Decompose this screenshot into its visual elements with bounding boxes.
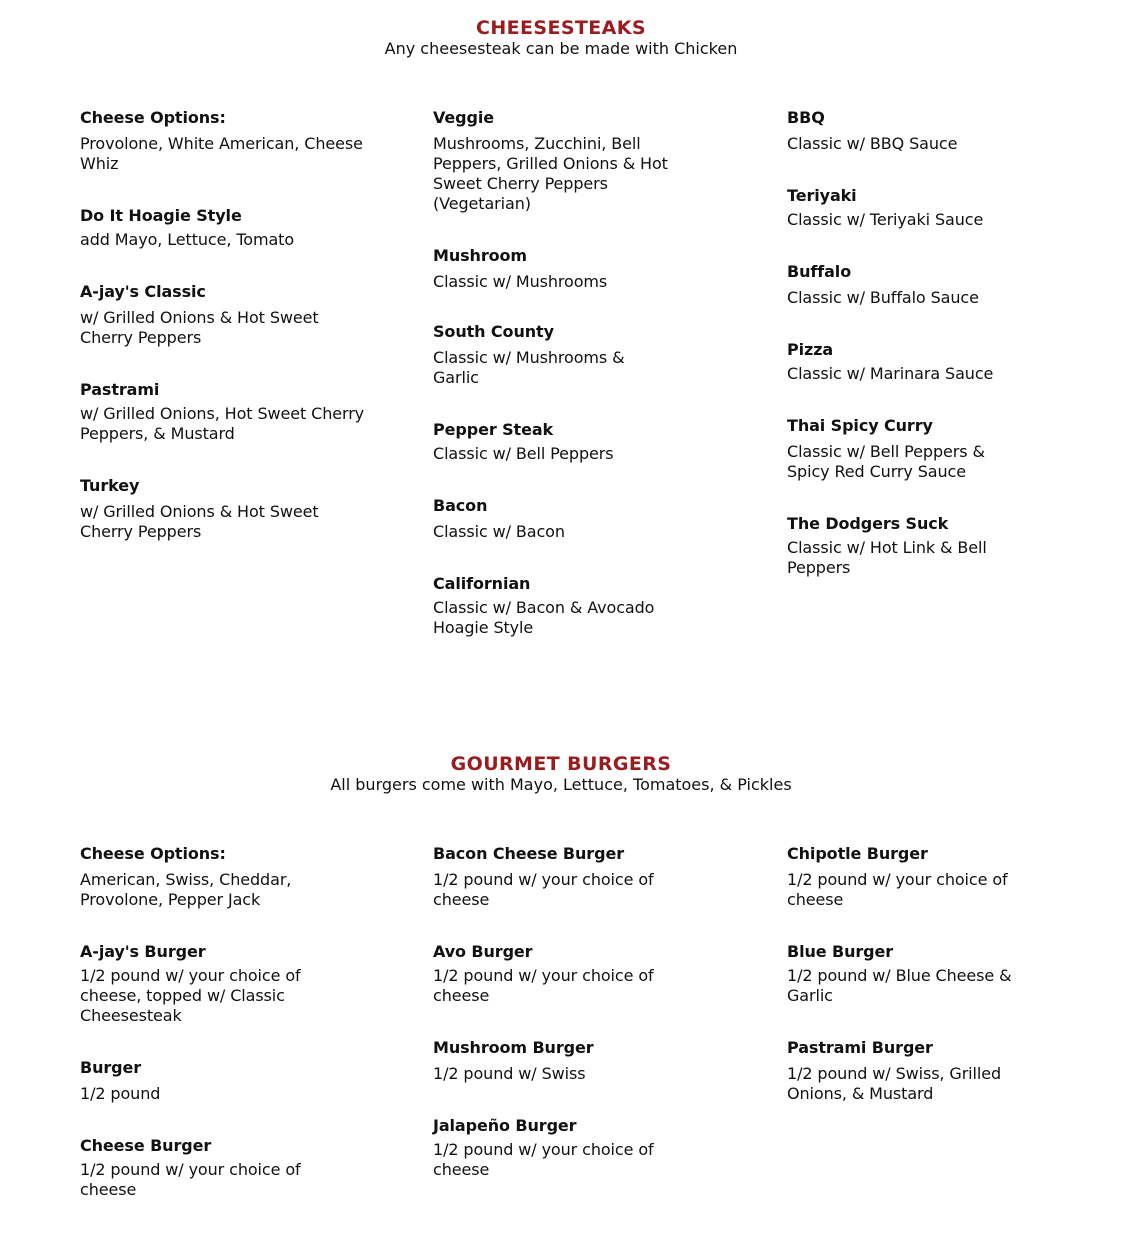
item-name: Bacon Cheese Burger [433,844,624,863]
item-description: 1/2 pound w/ your choice of cheese [80,1160,301,1199]
item-name: The Dodgers Suck [787,514,949,533]
item-name: Buffalo [787,262,852,281]
menu-item [787,844,1077,910]
section-subtitle: All burgers come with Mayo, Lettuce, Tomatoes, & Pickles [330,775,792,794]
item-description: add Mayo, Lettuce, Tomato [80,230,295,249]
item-name: Bacon [433,496,488,515]
menu-item [80,380,370,444]
item-name: Thai Spicy Curry [787,416,933,435]
item-description: Classic w/ Bacon [433,522,565,541]
burgers-section [0,753,1122,795]
menu-item [787,1038,1077,1104]
item-description: 1/2 pound [80,1084,161,1103]
menu-item [433,496,723,542]
item-description: Classic w/ Mushrooms & Garlic [433,348,625,387]
menu-item [80,1058,370,1104]
item-description: Classic w/ Buffalo Sauce [787,288,979,307]
item-description: Classic w/ Bell Peppers [433,444,614,463]
item-name: A-jay's Burger [80,942,206,961]
item-name: Do It Hoagie Style [80,206,242,225]
menu-item [787,514,1077,578]
menu-item [787,416,1077,482]
item-name: Pastrami Burger [787,1038,933,1057]
item-description: Classic w/ Mushrooms [433,272,608,291]
menu-item [433,844,723,910]
menu-item [80,1136,370,1200]
item-name: Cheese Burger [80,1136,212,1155]
menu-item [433,246,723,292]
item-description: 1/2 pound w/ Swiss [433,1064,586,1083]
menu-item [80,844,370,910]
item-name: Turkey [80,476,140,495]
section-title: GOURMET BURGERS [450,753,672,775]
item-description: Classic w/ Bell Peppers & Spicy Red Curry Sauce [787,442,985,481]
item-name: Teriyaki [787,186,857,205]
menu-item [787,186,1077,230]
item-name: Pepper Steak [433,420,554,439]
section-header [0,17,1122,59]
item-description: Classic w/ BBQ Sauce [787,134,958,153]
item-name: Blue Burger [787,942,894,961]
item-name: Mushroom Burger [433,1038,594,1057]
menu-item [433,1116,723,1180]
section-header [0,753,1122,795]
menu-item [80,206,370,250]
menu-item [433,322,723,388]
menu-item [80,108,370,174]
item-name: BBQ [787,108,825,127]
menu-item [80,476,370,542]
item-description: Classic w/ Hot Link & Bell Peppers [787,538,987,577]
menu-item [433,108,723,214]
item-name: Mushroom [433,246,527,265]
item-name: Pastrami [80,380,160,399]
menu-item [80,942,370,1026]
cheesesteaks-section [0,17,1122,59]
item-description: Classic w/ Marinara Sauce [787,364,994,383]
item-description: 1/2 pound w/ Swiss, Grilled Onions, & Mustard [787,1064,1002,1103]
menu-item [80,282,370,348]
menu-item [433,1038,723,1084]
item-description: 1/2 pound w/ your choice of cheese [433,1140,654,1179]
menu-item [433,420,723,464]
item-name: A-jay's Classic [80,282,206,301]
item-name: Californian [433,574,531,593]
item-name: Veggie [433,108,495,127]
item-description: 1/2 pound w/ Blue Cheese & Garlic [787,966,1012,1005]
item-description: Mushrooms, Zucchini, Bell Peppers, Grilled Onions & Hot Sweet Cherry Peppers (Vegetarian) [433,134,668,213]
menu-item [787,262,1077,308]
item-description: w/ Grilled Onions & Hot Sweet Cherry Peppers [80,308,319,347]
item-name: Avo Burger [433,942,533,961]
menu-item [787,340,1077,384]
item-description: 1/2 pound w/ your choice of cheese [787,870,1008,909]
item-description: American, Swiss, Cheddar, Provolone, Pepper Jack [80,870,292,909]
item-description: w/ Grilled Onions & Hot Sweet Cherry Peppers [80,502,319,541]
item-name: Cheese Options: [80,108,226,127]
section-subtitle: Any cheesesteak can be made with Chicken [384,39,738,58]
item-name: South County [433,322,554,341]
menu-item [787,942,1077,1006]
item-description: 1/2 pound w/ your choice of cheese, topped w/ Classic Cheesesteak [80,966,301,1025]
item-name: Cheese Options: [80,844,226,863]
item-name: Chipotle Burger [787,844,928,863]
item-description: 1/2 pound w/ your choice of cheese [433,870,654,909]
item-name: Burger [80,1058,142,1077]
item-description: w/ Grilled Onions, Hot Sweet Cherry Peppers, & Mustard [80,404,365,443]
item-description: Provolone, White American, Cheese Whiz [80,134,363,173]
item-description: 1/2 pound w/ your choice of cheese [433,966,654,1005]
item-description: Classic w/ Teriyaki Sauce [787,210,984,229]
item-name: Jalapeño Burger [433,1116,577,1135]
item-description: Classic w/ Bacon & Avocado Hoagie Style [433,598,655,637]
menu-item [433,574,723,638]
item-name: Pizza [787,340,834,359]
menu-item [433,942,723,1006]
menu-item [787,108,1077,154]
section-title: CHEESESTEAKS [475,17,646,39]
